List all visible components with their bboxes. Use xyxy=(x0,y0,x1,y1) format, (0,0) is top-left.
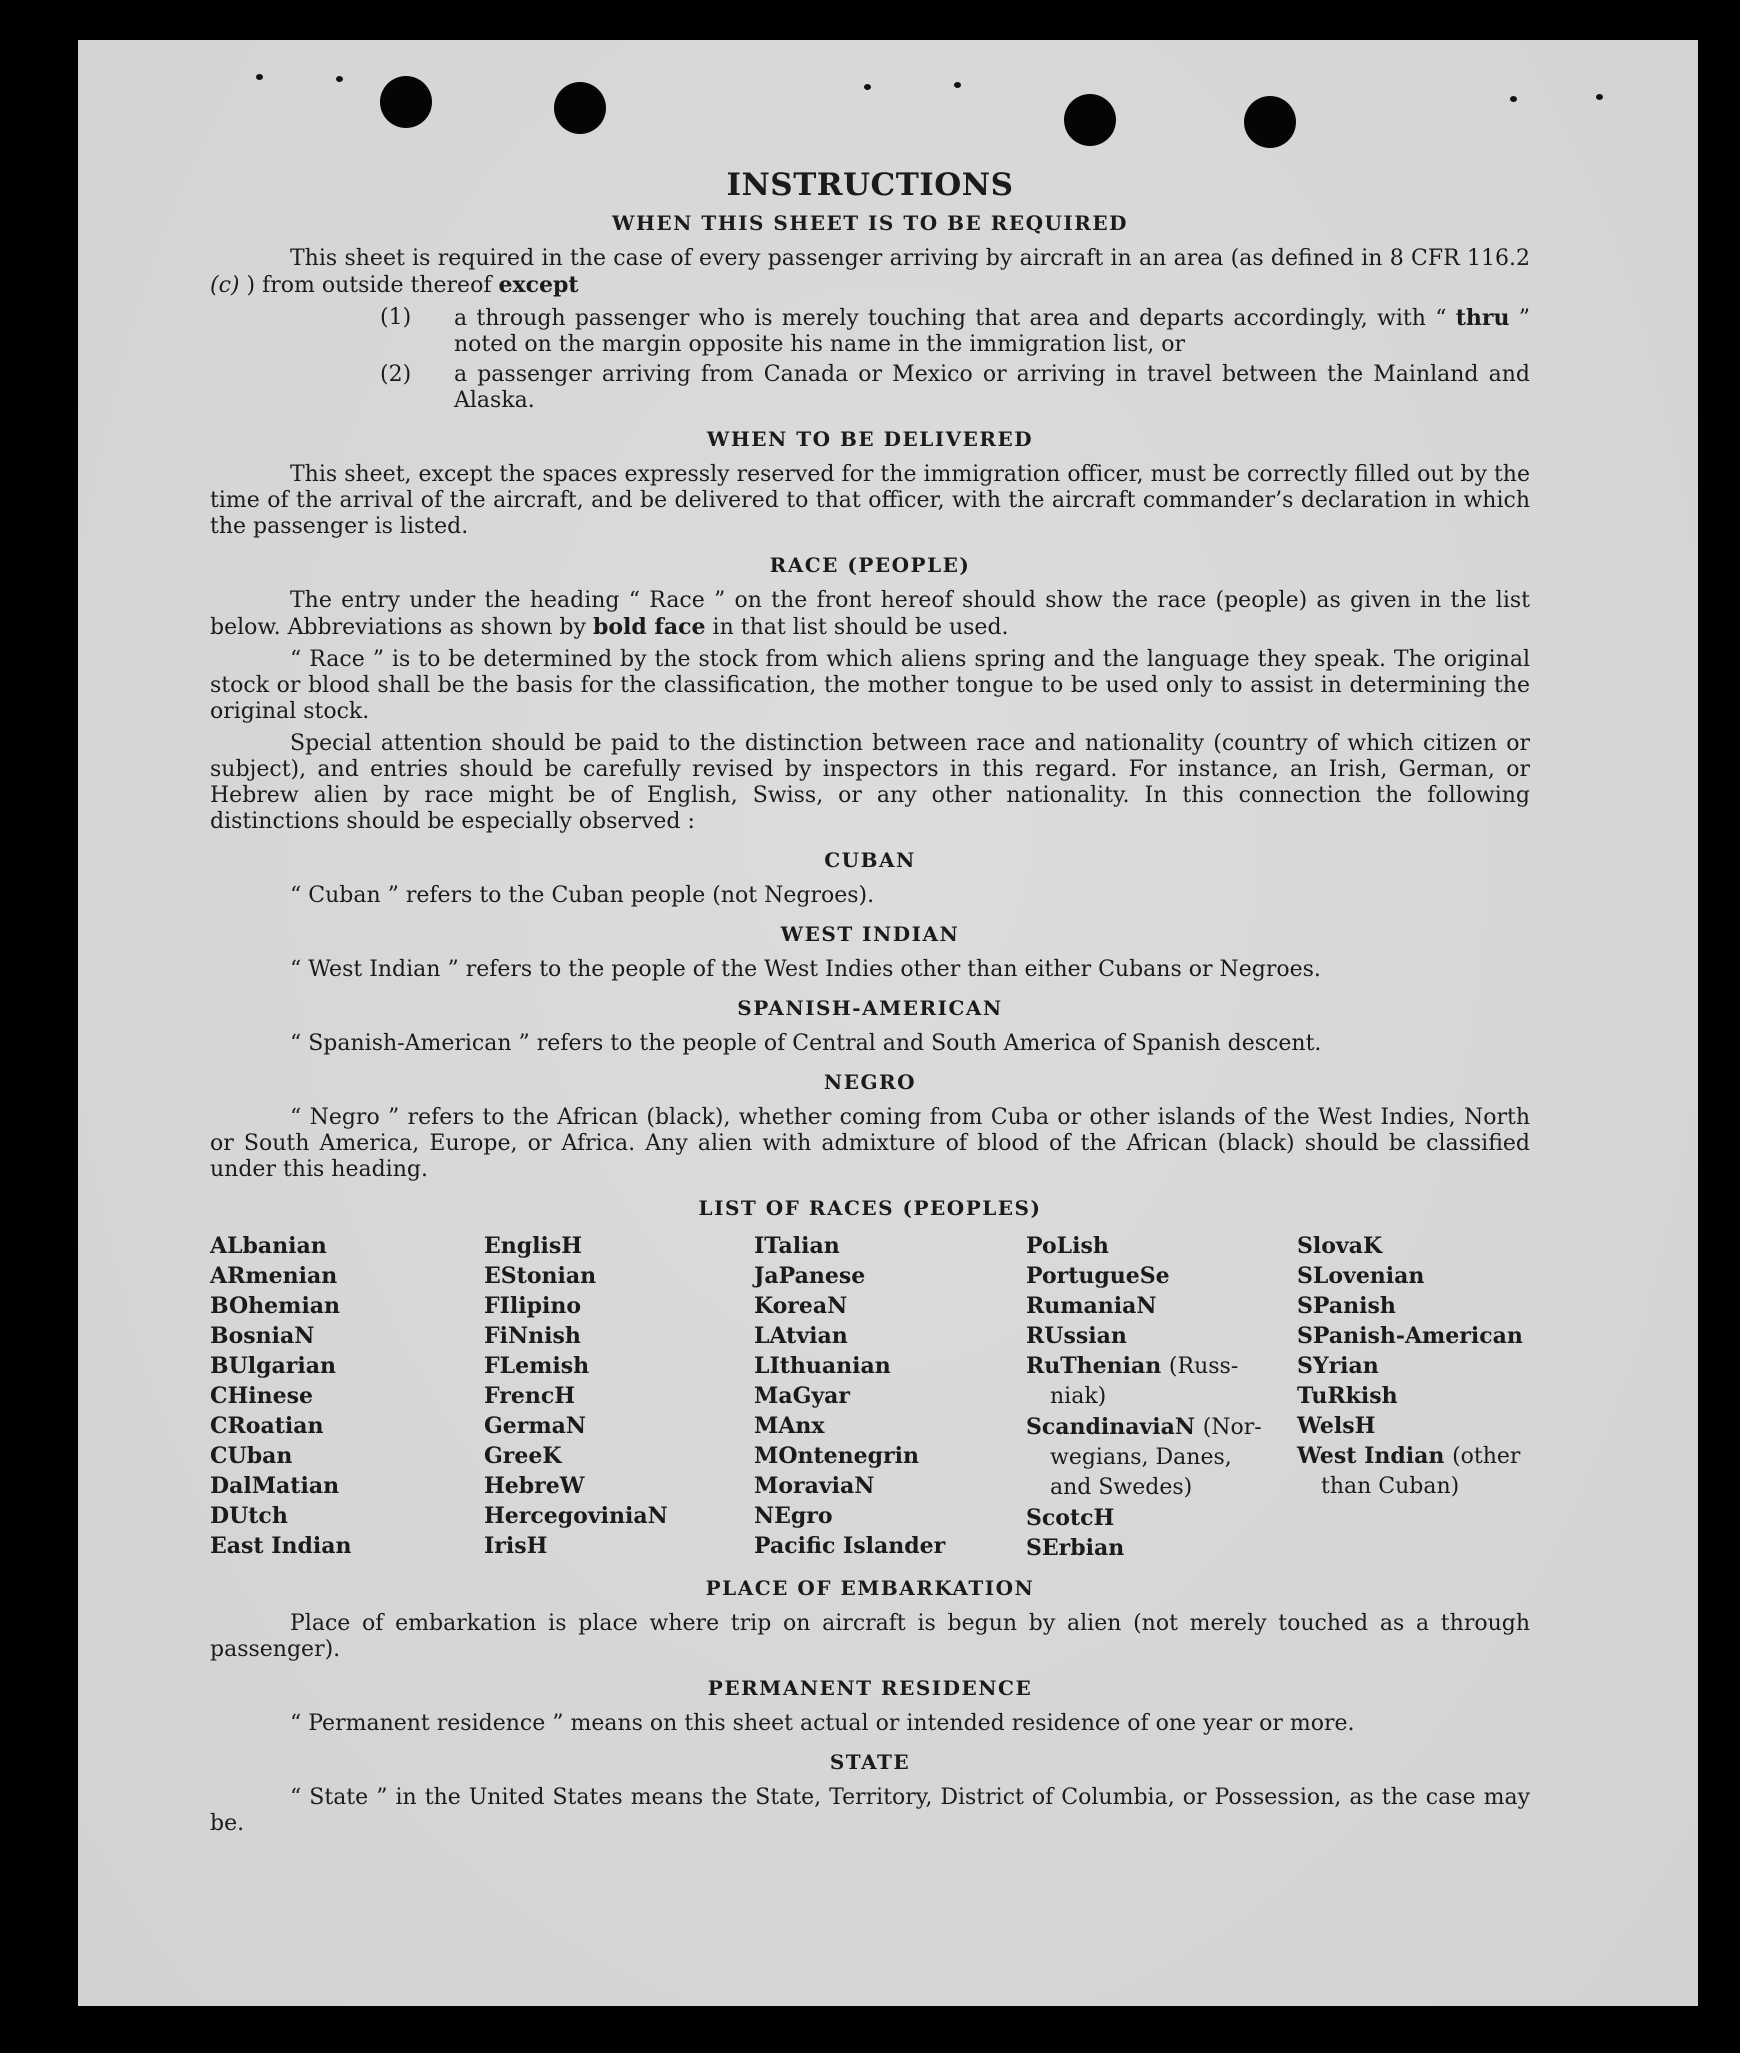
speck xyxy=(864,84,871,90)
list-item: GermaN xyxy=(484,1413,587,1439)
list-item: KoreaN xyxy=(754,1293,848,1319)
list-item: CUban xyxy=(210,1443,293,1469)
races-column xyxy=(754,1231,1026,1563)
list-item: RUssian xyxy=(1026,1323,1127,1349)
negro-text: “ Negro ” refers to the African (black), whether coming from Cuba or other islands of the West Indies, North or South America, Europe, or Africa. Any alien with admixture of blood of the African (black) should be classified under this heading. xyxy=(210,1105,1530,1182)
embarkation-text: Place of embarkation is place where trip on aircraft is begun by alien (not merely touched as a through passenger). xyxy=(210,1611,1530,1662)
list-item: SYrian xyxy=(1297,1353,1379,1379)
punch-hole xyxy=(554,82,606,134)
list-item: EnglisH xyxy=(484,1233,583,1259)
race-paragraph-3: Special attention should be paid to the distinction between race and nationality (country of which citizen or subject), and entries should be carefully revised by inspectors in this regard. For instance, an Irish, German, or Hebrew alien by race might be of English, Swiss, or any other nationality. In this connection the following distinctions should be especially observed : xyxy=(210,731,1530,834)
list-item: HercegoviniaN xyxy=(484,1503,668,1529)
list-item: RumaniaN xyxy=(1026,1293,1157,1319)
section-heading-state: STATE xyxy=(829,1750,911,1774)
list-item: FLemish xyxy=(484,1353,590,1379)
list-item: PoLish xyxy=(1026,1233,1109,1259)
page-title: INSTRUCTIONS xyxy=(726,167,1014,203)
list-item: MoraviaN xyxy=(754,1473,875,1499)
list-item: PortugueSe xyxy=(1026,1263,1170,1289)
section-heading-residence: PERMANENT RESIDENCE xyxy=(707,1676,1033,1700)
list-item: MOntenegrin xyxy=(754,1443,919,1469)
list-item: Pacific Islander xyxy=(754,1533,946,1559)
section-heading-delivered: WHEN TO BE DELIVERED xyxy=(706,427,1034,451)
list-item: NEgro xyxy=(754,1503,833,1529)
list-item: MaGyar xyxy=(754,1383,851,1409)
list-item: BOhemian xyxy=(210,1293,341,1319)
spanish-american-text: “ Spanish-American ” refers to the people of Central and South America of Spanish descent. xyxy=(290,1031,1322,1056)
list-item: CRoatian xyxy=(210,1413,324,1439)
list-item: CHinese xyxy=(210,1383,314,1409)
race-paragraph-2: “ Race ” is to be determined by the stock from which aliens spring and the language they speak. The original stock or blood shall be the basis for the classification, the mother tongue to be used only to assist in determining the original stock. xyxy=(210,647,1530,724)
section-heading-required: WHEN THIS SHEET IS TO BE REQUIRED xyxy=(612,211,1128,235)
races-list xyxy=(210,1231,1530,1563)
list-item: West Indian (other than Cuban) xyxy=(1297,1443,1521,1499)
list-item: BUlgarian xyxy=(210,1353,336,1379)
speck xyxy=(256,74,263,80)
required-intro: This sheet is required in the case of every passenger arriving by aircraft in an area (as defined in 8 CFR 116.2 (c) ) from outside thereof except xyxy=(210,246,1530,298)
state-text: “ State ” in the United States means the State, Territory, District of Columbia, or Possession, as the case may be. xyxy=(210,1785,1530,1836)
list-item: ALbanian xyxy=(210,1233,327,1259)
list-item: SLovenian xyxy=(1297,1263,1425,1289)
list-item: ARmenian xyxy=(210,1263,338,1289)
list-item: EStonian xyxy=(484,1263,597,1289)
list-item: DUtch xyxy=(210,1503,288,1529)
list-item: TuRkish xyxy=(1297,1383,1398,1409)
section-heading-race: RACE (PEOPLE) xyxy=(769,553,971,577)
delivered-text: This sheet, except the spaces expressly reserved for the immigration officer, must be correctly filled out by the time of the arrival of the aircraft, and be delivered to that officer, with the aircraft commander’s declaration in which the passenger is listed. xyxy=(210,462,1530,539)
list-item: ScotcH xyxy=(1026,1505,1115,1531)
section-heading-west-indian: WEST INDIAN xyxy=(780,922,960,946)
section-heading-list-of-races: LIST OF RACES (PEOPLES) xyxy=(698,1196,1042,1220)
speck xyxy=(1596,94,1603,100)
races-column xyxy=(1026,1231,1297,1563)
list-item: WelsH xyxy=(1297,1413,1376,1439)
speck xyxy=(336,76,343,82)
speck xyxy=(1510,96,1517,102)
races-column xyxy=(210,1231,484,1563)
punch-hole xyxy=(1244,96,1296,148)
list-item: FIlipino xyxy=(484,1293,582,1319)
list-item: IrisH xyxy=(484,1533,548,1559)
speck xyxy=(954,82,961,88)
cuban-text: “ Cuban ” refers to the Cuban people (not Negroes). xyxy=(290,883,875,908)
section-heading-spanish-american: SPANISH-AMERICAN xyxy=(737,996,1003,1020)
list-item: LIthuanian xyxy=(754,1353,891,1379)
list-item: BosniaN xyxy=(210,1323,315,1349)
list-item: JaPanese xyxy=(754,1263,866,1289)
list-item: FrencH xyxy=(484,1383,575,1409)
required-item-2: (2) a passenger arriving from Canada or Mexico or arriving in travel between the Mainland and Alaska. xyxy=(380,362,1530,413)
punch-hole xyxy=(380,76,432,128)
section-heading-negro: NEGRO xyxy=(823,1070,917,1094)
list-item: GreeK xyxy=(484,1443,562,1469)
list-item: SPanish-American xyxy=(1297,1323,1523,1349)
list-item: RuThenian (Russ- niak) xyxy=(1026,1353,1239,1409)
list-item: East Indian xyxy=(210,1533,352,1559)
section-heading-embarkation: PLACE OF EMBARKATION xyxy=(705,1576,1035,1600)
list-item: ScandinaviaN (Nor- wegians, Danes, and Swedes) xyxy=(1026,1414,1262,1500)
list-item: FiNnish xyxy=(484,1323,581,1349)
list-item: MAnx xyxy=(754,1413,825,1439)
punch-hole xyxy=(1064,94,1116,146)
list-item: ITalian xyxy=(754,1233,840,1259)
races-column xyxy=(1297,1231,1537,1563)
residence-text: “ Permanent residence ” means on this sheet actual or intended residence of one year or more. xyxy=(290,1711,1355,1736)
list-item: HebreW xyxy=(484,1473,585,1499)
list-item: SErbian xyxy=(1026,1535,1125,1561)
list-item: LAtvian xyxy=(754,1323,848,1349)
required-item-1: (1) a through passenger who is merely touching that area and departs accordingly, with “ thru ” noted on the margin opposite his name in the immigration list, or xyxy=(380,305,1531,357)
instructions-body xyxy=(210,168,1530,1843)
race-paragraph-1: The entry under the heading “ Race ” on the front hereof should show the race (people) as given in the list below. Abbreviations as shown by bold face in that list should be used. xyxy=(210,588,1530,640)
races-column xyxy=(484,1231,754,1563)
list-item: SlovaK xyxy=(1297,1233,1383,1259)
list-item: SPanish xyxy=(1297,1293,1396,1319)
west-indian-text: “ West Indian ” refers to the people of the West Indies other than either Cubans or Negroes. xyxy=(290,957,1321,982)
list-item: DalMatian xyxy=(210,1473,340,1499)
section-heading-cuban: CUBAN xyxy=(824,848,916,872)
